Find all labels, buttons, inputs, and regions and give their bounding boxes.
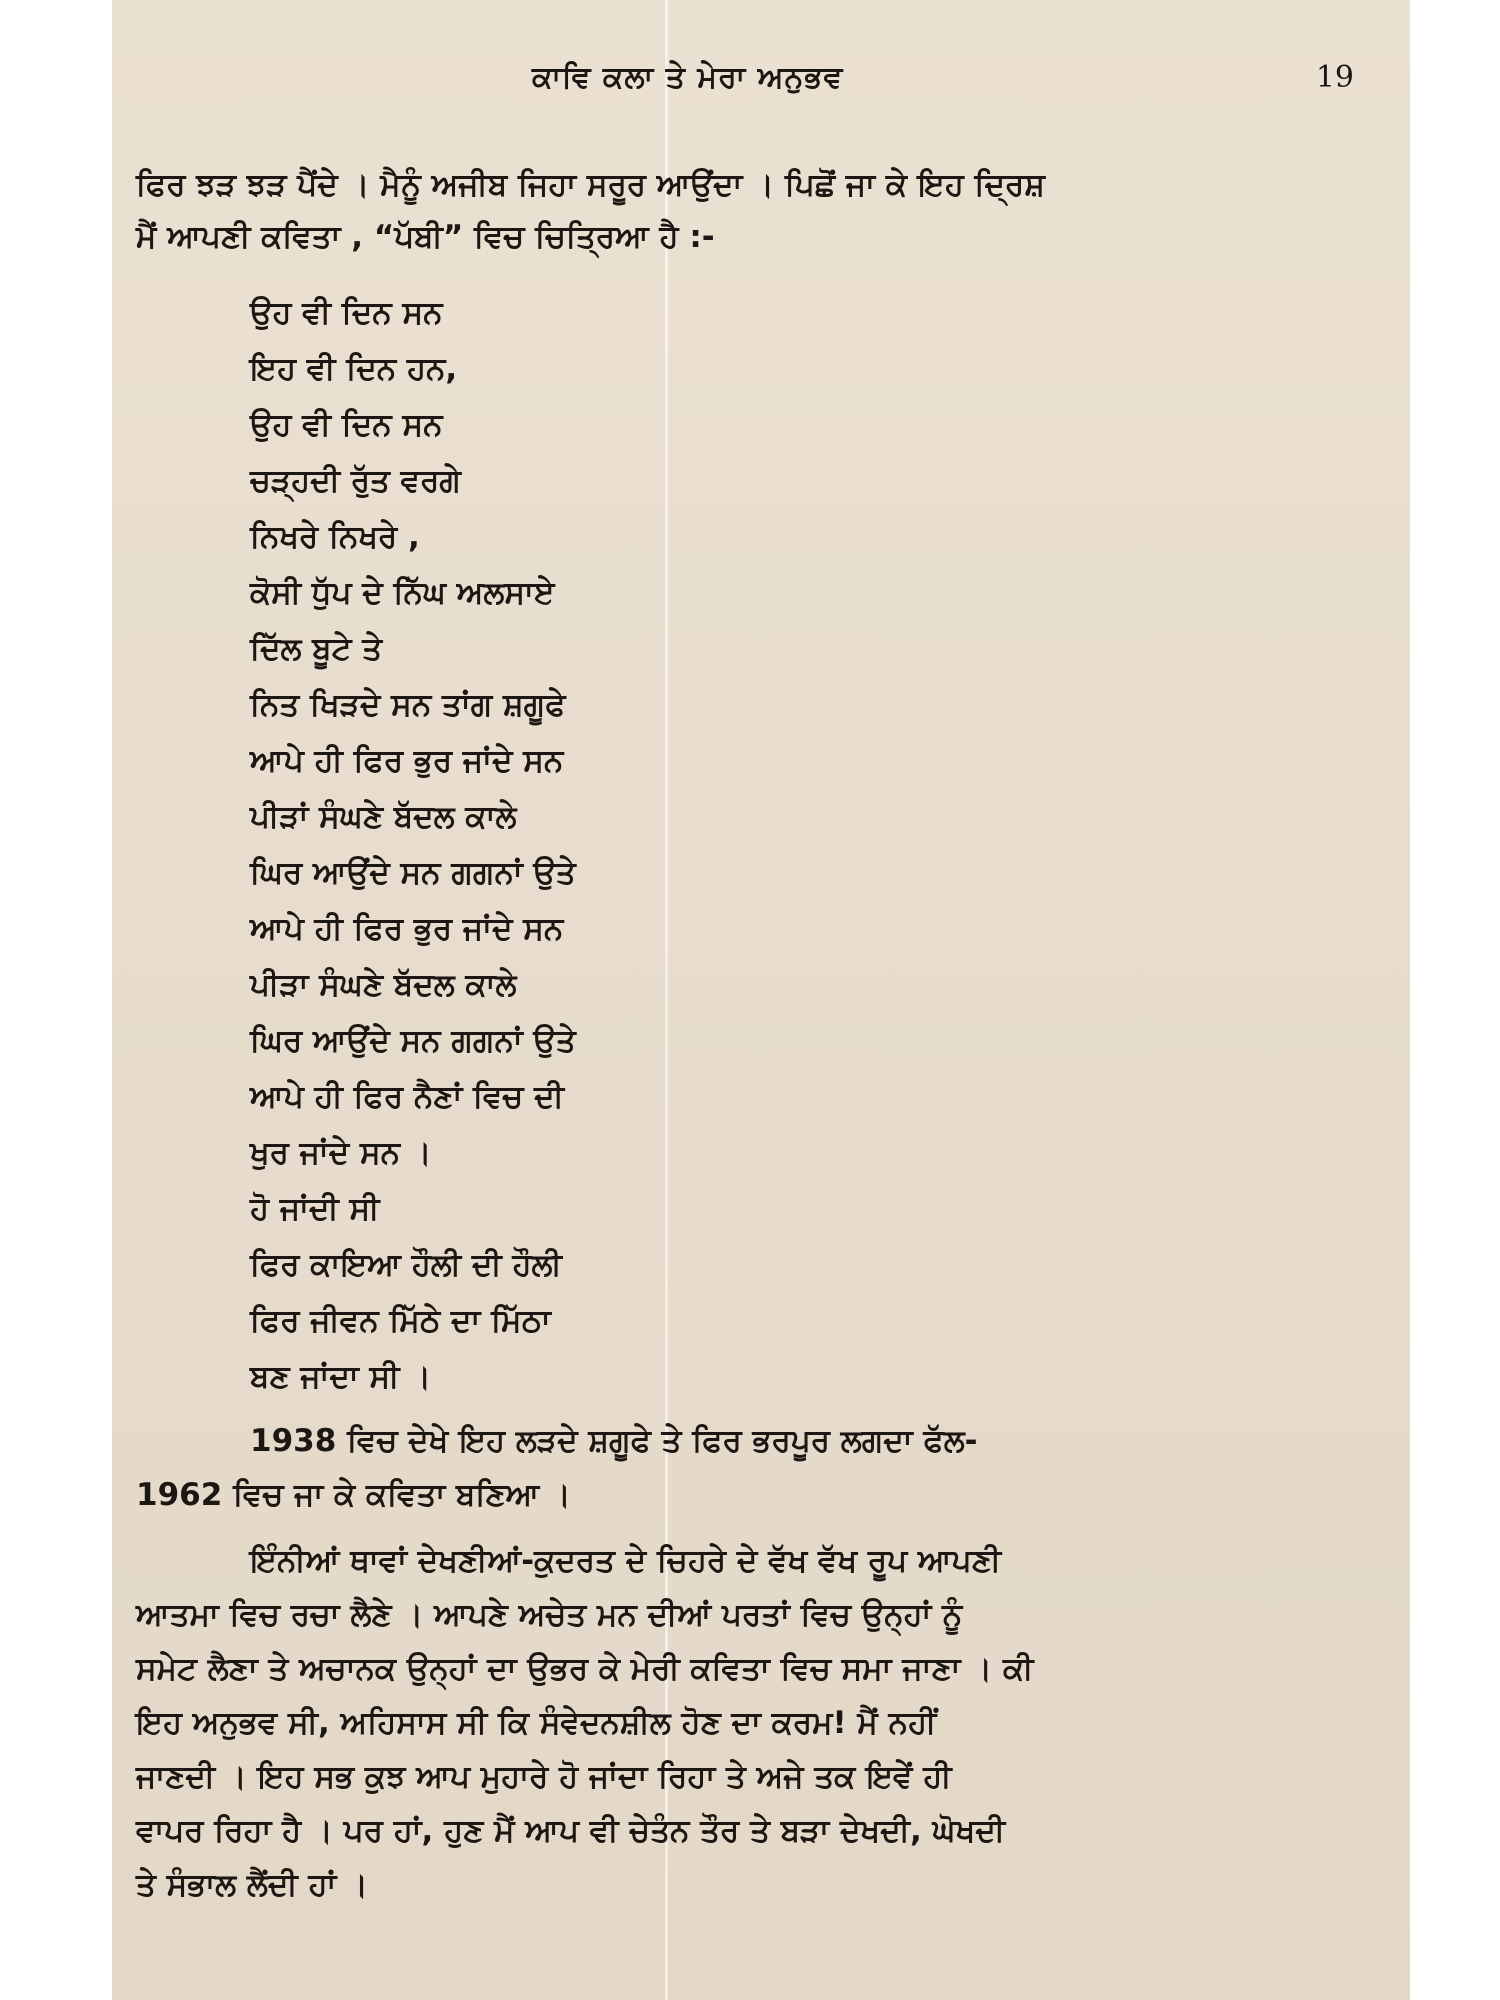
paragraph-line: ਸਮੇਟ ਲੈਣਾ ਤੇ ਅਚਾਨਕ ਉਨ੍ਹਾਂ ਦਾ ਉਭਰ ਕੇ ਮੇਰੀ ਕਵਿਤਾ ਵਿਚ ਸਮਾ ਜਾਣਾ । ਕੀ <box>136 1651 1034 1687</box>
paragraph-line: ਇਹ ਅਨੁਭਵ ਸੀ, ਅਹਿਸਾਸ ਸੀ ਕਿ ਸੰਵੇਦਨਸ਼ੀਲ ਹੋਣ ਦਾ ਕਰਮ! ਮੈਂ ਨਹੀਂ <box>136 1705 937 1741</box>
poem-line: ਖੁਰ ਜਾਂਦੇ ਸਨ । <box>250 1135 432 1171</box>
paragraph-line: 1938 ਵਿਚ ਦੇਖੇ ਇਹ ਲੜਦੇ ਸ਼ਗੂਫੇ ਤੇ ਫਿਰ ਭਰਪੂਰ ਲਗਦਾ ਫੱਲ- <box>250 1423 978 1459</box>
poem-line: ਘਿਰ ਆਉਂਦੇ ਸਨ ਗਗਨਾਂ ਉਤੇ <box>250 1023 576 1059</box>
paragraph-line: 1962 ਵਿਚ ਜਾ ਕੇ ਕਵਿਤਾ ਬਣਿਆ । <box>136 1477 571 1513</box>
paragraph-line: ਤੇ ਸੰਭਾਲ ਲੈਂਦੀ ਹਾਂ । <box>136 1867 368 1903</box>
poem-line: ਬਣ ਜਾਂਦਾ ਸੀ । <box>250 1359 432 1395</box>
paragraph-line: ਜਾਣਦੀ । ਇਹ ਸਭ ਕੁਝ ਆਪ ਮੁਹਾਰੇ ਹੋ ਜਾਂਦਾ ਰਿਹਾ ਤੇ ਅਜੇ ਤਕ ਇਵੇਂ ਹੀ <box>136 1759 952 1795</box>
poem-line: ਇਹ ਵੀ ਦਿਨ ਹਨ, <box>250 351 458 387</box>
poem-line: ਪੀੜਾਂ ਸੰਘਣੇ ਬੱਦਲ ਕਾਲੇ <box>250 799 517 835</box>
page-number: 19 <box>1315 60 1354 95</box>
poem-line: ਪੀੜਾ ਸੰਘਣੇ ਬੱਦਲ ਕਾਲੇ <box>250 967 517 1003</box>
running-title: ਕਾਵਿ ਕਲਾ ਤੇ ਮੇਰਾ ਅਨੁਭਵ <box>532 60 844 95</box>
poem-line: ਆਪੇ ਹੀ ਫਿਰ ਭੁਰ ਜਾਂਦੇ ਸਨ <box>250 743 564 779</box>
paragraph-line: ਇੰਨੀਆਂ ਥਾਵਾਂ ਦੇਖਣੀਆਂ-ਕੁਦਰਤ ਦੇ ਚਿਹਰੇ ਦੇ ਵੱਖ ਵੱਖ ਰੂਪ ਆਪਣੀ <box>250 1543 1002 1579</box>
intro-line: ਫਿਰ ਝੜ ਝੜ ਪੈਂਦੇ । ਮੈਨੂੰ ਅਜੀਬ ਜਿਹਾ ਸਰੂਰ ਆਉਂਦਾ । ਪਿਛੋਂ ਜਾ ਕੇ ਇਹ ਦ੍ਰਿਸ਼ <box>136 167 1045 203</box>
poem-line: ਉਹ ਵੀ ਦਿਨ ਸਨ <box>250 295 443 331</box>
intro-line: ਮੈਂ ਆਪਣੀ ਕਵਿਤਾ , “ਪੱਬੀ” ਵਿਚ ਚਿਤ੍ਰਿਆ ਹੈ :- <box>136 219 715 255</box>
poem-line: ਆਪੇ ਹੀ ਫਿਰ ਭੁਰ ਜਾਂਦੇ ਸਨ <box>250 911 564 947</box>
poem-line: ਫਿਰ ਕਾਇਆ ਹੌਲੀ ਦੀ ਹੌਲੀ <box>250 1247 562 1283</box>
poem-line: ਨਿਖਰੇ ਨਿਖਰੇ , <box>250 519 420 555</box>
paragraph-line: ਵਾਪਰ ਰਿਹਾ ਹੈ । ਪਰ ਹਾਂ, ਹੁਣ ਮੈਂ ਆਪ ਵੀ ਚੇਤੰਨ ਤੌਰ ਤੇ ਬੜਾ ਦੇਖਦੀ, ਘੋਖਦੀ <box>136 1813 1006 1849</box>
poem-line: ਕੋਸੀ ਧੁੱਪ ਦੇ ਨਿੱਘ ਅਲਸਾਏ <box>250 575 555 611</box>
poem-line: ਹੋ ਜਾਂਦੀ ਸੀ <box>250 1191 380 1227</box>
paragraph-line: ਆਤਮਾ ਵਿਚ ਰਚਾ ਲੈਣੇ । ਆਪਣੇ ਅਚੇਤ ਮਨ ਦੀਆਂ ਪਰਤਾਂ ਵਿਚ ਉਨ੍ਹਾਂ ਨੂੰ <box>136 1597 963 1633</box>
poem-line: ਆਪੇ ਹੀ ਫਿਰ ਨੈਣਾਂ ਵਿਚ ਦੀ <box>250 1079 564 1115</box>
poem-line: ਦਿੱਲ ਬੂਟੇ ਤੇ <box>250 631 383 667</box>
poem-line: ਨਿਤ ਖਿੜਦੇ ਸਨ ਤਾਂਗ ਸ਼ਗੂਫੇ <box>250 687 566 723</box>
poem-line: ਚੜ੍ਹਦੀ ਰੁੱਤ ਵਰਗੇ <box>250 463 461 499</box>
poem-line: ਉਹ ਵੀ ਦਿਨ ਸਨ <box>250 407 443 443</box>
book-page <box>112 0 1410 2000</box>
poem-line: ਫਿਰ ਜੀਵਨ ਮਿੱਠੇ ਦਾ ਮਿੱਠਾ <box>250 1303 551 1339</box>
poem-line: ਘਿਰ ਆਉਂਦੇ ਸਨ ਗਗਨਾਂ ਉਤੇ <box>250 855 576 891</box>
running-head <box>112 60 1410 100</box>
